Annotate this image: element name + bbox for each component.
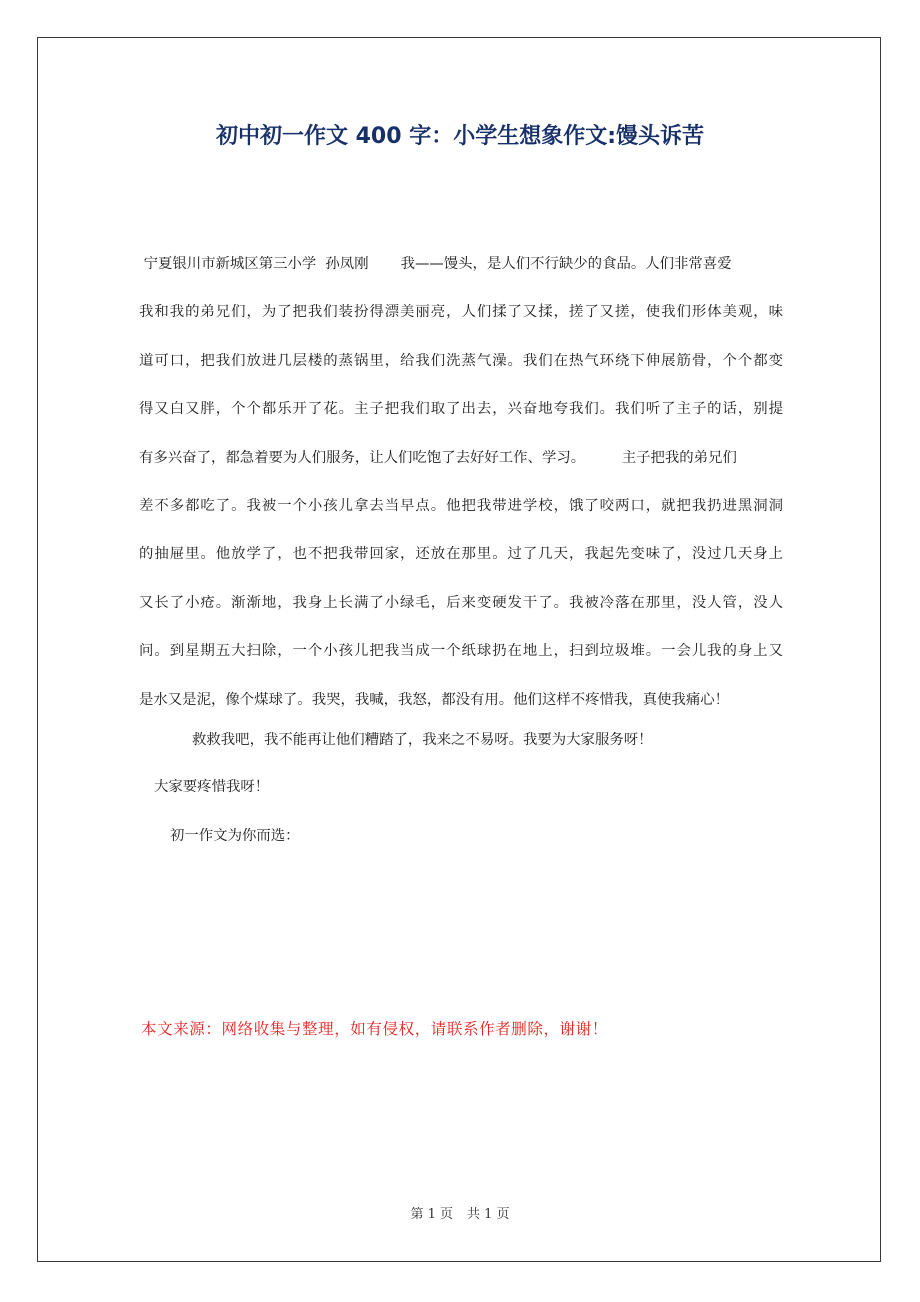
body-line: 又长了小疮。渐渐地，我身上长满了小绿毛，后来变硬发干了。我被冷落在那里，没人管，没人 [139,594,783,611]
source-disclaimer: 本文来源：网络收集与整理，如有侵权，请联系作者删除，谢谢！ [141,1020,608,1038]
body-paragraph-1 [139,240,783,724]
body-line: 是水又是泥，像个煤球了。我哭，我喊，我怒，都没有用。他们这样不疼惜我，真使我痛心！ [139,691,730,708]
body-line: 差不多都吃了。我被一个小孩儿拿去当早点。他把我带进学校，饿了咬两口，就把我扔进黑洞洞 [139,497,783,514]
body-line: 有多兴奋了，都急着要为人们服务，让人们吃饱了去好好工作、学习。 主子把我的弟兄们 [139,449,737,466]
body-paragraph-2: 救救我吧，我不能再让他们糟踏了，我来之不易呀。我要为大家服务呀！ [192,732,653,748]
page-number-current: 第 1 页 [410,1207,453,1222]
body-line: 得又白又胖，个个都乐开了花。主子把我们取了出去，兴奋地夸我们。我们听了主子的话，别提 [139,401,783,418]
body-paragraph-3: 大家要疼惜我呀！ [154,779,270,795]
page-number-total: 共 1 页 [467,1207,510,1222]
body-line: 问。到星期五大扫除，一个小孩儿把我当成一个纸球扔在地上，扫到垃圾堆。一会儿我的身上又 [139,643,783,660]
document-title: 初中初一作文 400 字：小学生想象作文:馒头诉苦 [215,124,705,149]
body-line: 的抽屉里。他放学了，也不把我带回家，还放在那里。过了几天，我起先变味了，没过几天身上 [139,546,783,563]
body-line: 我和我的弟兄们，为了把我们装扮得漂美丽亮，人们揉了又揉，搓了又搓，使我们形体美观，味 [139,304,783,321]
body-line: 道可口，把我们放进几层楼的蒸锅里，给我们洗蒸气澡。我们在热气环绕下伸展筋骨，个个都变 [139,352,783,369]
body-paragraph-4: 初一作文为你而选： [170,828,300,844]
page-footer [0,1205,920,1225]
body-line: 宁夏银川市新城区第三小学 孙凤刚 我——馒头，是人们不行缺少的食品。人们非常喜爱 [139,256,732,272]
